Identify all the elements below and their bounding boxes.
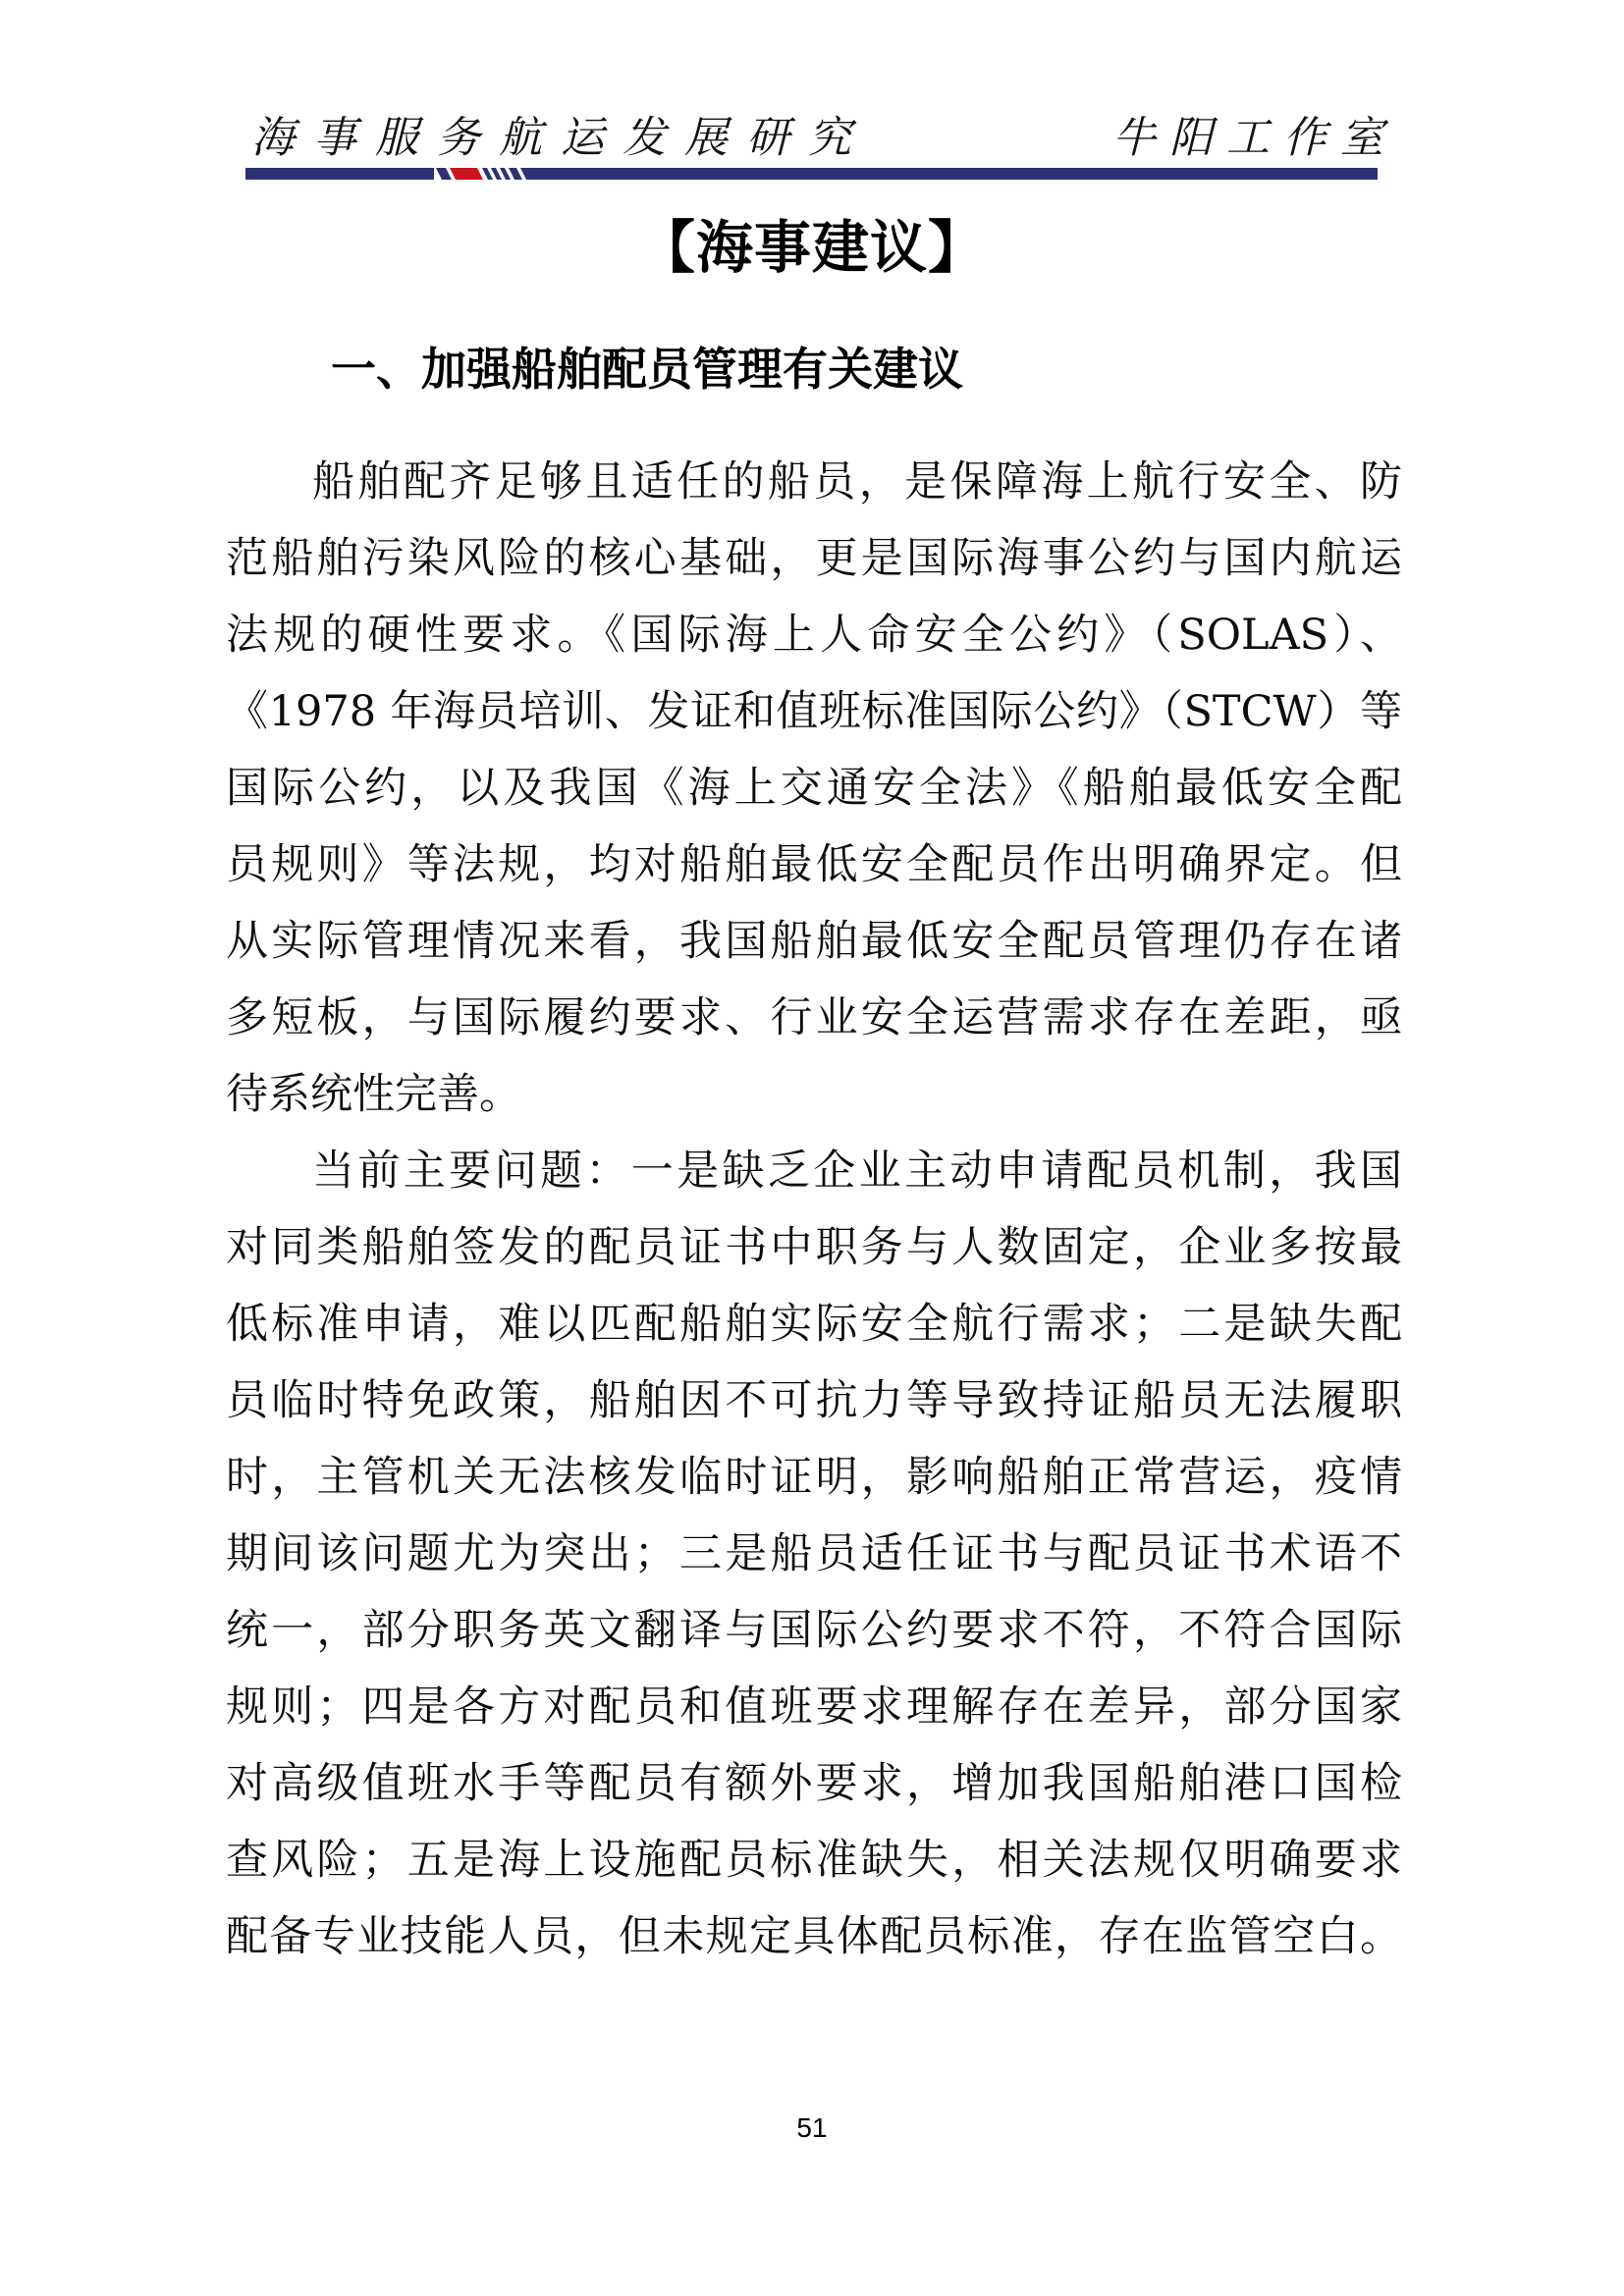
body-line: 规则；四是各方对配员和值班要求理解存在差异，部分国家: [226, 1682, 1402, 1732]
divider-right-segment: [534, 168, 1378, 180]
body-line: 待系统性完善。: [226, 1070, 521, 1119]
body-line: 船舶配齐足够且适任的船员，是保障海上航行安全、防: [312, 457, 1402, 507]
section-heading: 一、加强船舶配员管理有关建议: [331, 344, 963, 395]
body-line: 期间该问题尤为突出；三是船员适任证书与配员证书术语不: [226, 1529, 1402, 1578]
page-number: 51: [796, 2112, 828, 2143]
body-line: 国际公约，以及我国《海上交通安全法》《船舶最低安全配: [226, 764, 1402, 813]
body-text-block: [226, 444, 1402, 1975]
page-title: 【海事建议】: [637, 216, 986, 280]
header-left-text: 海事服务航运发展研究: [251, 113, 870, 163]
body-line: 多短板，与国际履约要求、行业安全运营需求存在差距，亟: [226, 993, 1402, 1042]
body-line: 配备专业技能人员，但未规定具体配员标准，存在监管空白。: [226, 1912, 1402, 1961]
body-line: 查风险；五是海上设施配员标准缺失，相关法规仅明确要求: [226, 1836, 1402, 1885]
body-line: 范船舶污染风险的核心基础，更是国际海事公约与国内航运: [226, 534, 1402, 583]
body-line: 从实际管理情况来看，我国船舶最低安全配员管理仍存在诸: [226, 917, 1402, 966]
body-line: 低标准申请，难以匹配船舶实际安全航行需求；二是缺失配: [226, 1300, 1402, 1349]
body-line: 员临时特免政策，船舶因不可抗力等导致持证船员无法履职: [226, 1376, 1402, 1425]
divider-accent-stripes-icon: [434, 168, 534, 180]
header-divider-bar: [245, 168, 1378, 180]
header-right-text: 牛阳工作室: [1112, 113, 1397, 163]
body-line: 法规的硬性要求。《国际海上人命安全公约》（SOLAS）、: [226, 611, 1402, 660]
body-line: 对同类船舶签发的配员证书中职务与人数固定，企业多按最: [226, 1223, 1402, 1272]
body-line: 员规则》等法规，均对船舶最低安全配员作出明确界定。但: [226, 840, 1402, 889]
body-line: 《1978 年海员培训、发证和值班标准国际公约》（STCW）等: [226, 687, 1402, 736]
divider-left-segment: [245, 168, 434, 180]
body-line: 统一，部分职务英文翻译与国际公约要求不符，不符合国际: [226, 1606, 1402, 1655]
body-line: 当前主要问题：一是缺乏企业主动申请配员机制，我国: [312, 1147, 1402, 1196]
body-line: 对高级值班水手等配员有额外要求，增加我国船舶港口国检: [226, 1759, 1402, 1808]
body-line: 时，主管机关无法核发临时证明，影响船舶正常营运，疫情: [226, 1453, 1402, 1502]
